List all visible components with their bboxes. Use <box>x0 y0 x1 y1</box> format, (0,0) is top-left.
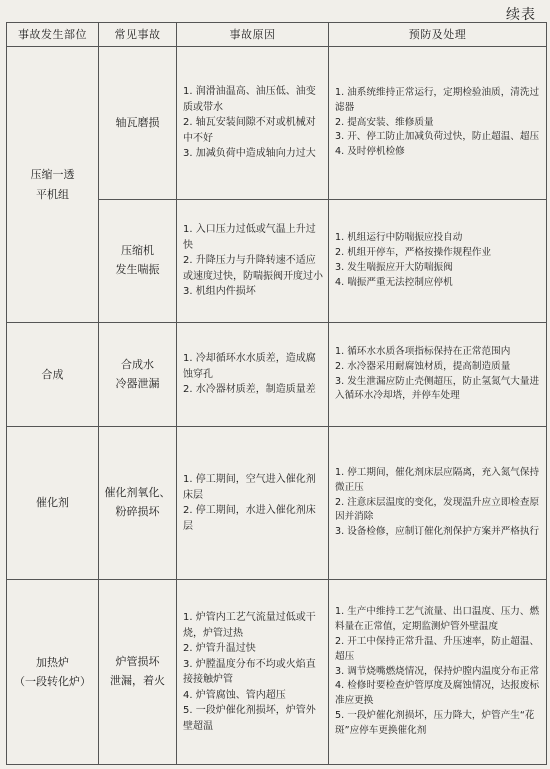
cause-cell <box>177 323 329 427</box>
cause-item: 2. 停工期间，水进入催化剂床层 <box>183 505 316 532</box>
cause-cell <box>177 427 329 580</box>
accident-line: 压缩机 <box>121 244 154 258</box>
table-row <box>7 323 547 427</box>
accident-location-cell <box>7 427 99 580</box>
cause-item: 1. 停工期间，空气进入催化剂床层 <box>183 474 316 501</box>
table-body <box>7 47 547 765</box>
accident-location-cell <box>7 580 99 765</box>
accident-line: 合成水 <box>121 357 154 371</box>
table-header-row <box>7 23 547 47</box>
prevention-item: 3. 开、停工防止加减负荷过快，防止超温、超压 <box>335 131 540 143</box>
prevention-item: 2. 注意床层温度的变化，发现温升应立即检查原因并消除 <box>335 496 540 523</box>
cause-item: 1. 炉管内工艺气流量过低或干烧，炉管过热 <box>183 612 316 639</box>
location-line: 平机组 <box>36 187 69 201</box>
accident-line: 轴瓦磨损 <box>115 115 160 129</box>
accident-line: 粉碎损坏 <box>115 505 160 518</box>
accident-line: 泄漏，着火 <box>110 674 165 687</box>
common-accident-cell <box>99 200 177 323</box>
continued-label: 续表 <box>506 7 536 23</box>
prevention-item: 2. 机组开停车，严格按操作规程作业 <box>335 247 492 259</box>
cause-item: 3. 机组内件损坏 <box>183 286 256 298</box>
table-row <box>7 47 547 200</box>
header-location: 事故发生部位 <box>7 23 99 47</box>
cause-item: 5. 一段炉催化剂损坏，炉管外壁超温 <box>183 705 316 732</box>
cause-cell <box>177 580 329 765</box>
accident-table <box>6 22 547 765</box>
location-line: 催化剂 <box>36 496 69 510</box>
prevention-item: 3. 发生泄漏应防止壳侧超压，防止氢氮气大量进入循环水冷却塔，并停车处理 <box>335 375 540 402</box>
prevention-item: 1. 机组运行中防喘振应投自动 <box>335 232 463 244</box>
accident-location-cell <box>7 323 99 427</box>
cause-item: 4. 炉管腐蚀、管内超压 <box>183 689 286 701</box>
location-line: （一段转化炉） <box>14 675 91 688</box>
prevention-cell <box>329 47 547 200</box>
location-line: 合成 <box>41 367 64 381</box>
prevention-item: 3. 发生喘振应开大防喘振阀 <box>335 262 453 273</box>
prevention-item: 2. 水冷器采用耐腐蚀材质，提高制造质量 <box>335 360 511 372</box>
cause-item: 2. 升降压力与升降转速不适应或速度过快，防喘振阀开度过小 <box>183 255 323 282</box>
common-accident-cell <box>99 427 177 580</box>
prevention-cell <box>329 580 547 765</box>
cause-item: 1. 入口压力过低或气温上升过快 <box>183 224 316 251</box>
accident-line: 炉管损坏 <box>115 655 160 669</box>
location-line: 压缩一透 <box>30 168 75 182</box>
cause-item: 3. 加减负荷中造成轴向力过大 <box>183 148 316 160</box>
accident-location-cell <box>7 47 99 323</box>
location-line: 加热炉 <box>36 655 69 669</box>
prevention-item: 2. 提高安装、维修质量 <box>335 116 434 128</box>
prevention-item: 2. 开工中保持正常升温、升压速率，防止超温、超压 <box>335 635 540 662</box>
prevention-item: 1. 生产中维持工艺气流量、出口温度、压力、燃料量在正常值，定期监测炉管外壁温度 <box>335 606 540 632</box>
cause-item: 2. 轴瓦安装间隙不对或机械对中不好 <box>183 117 316 144</box>
accident-line: 冷器泄漏 <box>115 376 160 390</box>
accident-line: 催化剂氧化、 <box>104 486 171 500</box>
header-prevention: 预防及处理 <box>329 23 547 47</box>
common-accident-cell <box>99 580 177 765</box>
cause-item: 3. 炉膛温度分布不均或火焰直接接触炉管 <box>183 658 316 685</box>
prevention-item: 1. 油系统维持正常运行，定期检验油质，清洗过滤器 <box>335 86 540 113</box>
prevention-item: 5. 一段炉催化剂损坏，压力降大，炉管产生“花斑”应停车更换催化剂 <box>335 710 535 736</box>
prevention-cell <box>329 323 547 427</box>
prevention-item: 4. 及时停机检修 <box>335 146 405 158</box>
header-cause: 事故原因 <box>177 23 329 47</box>
header-common-accident: 常见事故 <box>99 23 177 47</box>
common-accident-cell <box>99 323 177 427</box>
cause-item: 1. 冷却循环水水质差，造成腐蚀穿孔 <box>183 353 316 380</box>
cause-cell <box>177 47 329 200</box>
cause-cell <box>177 200 329 323</box>
prevention-item: 1. 循环水水质各项指标保持在正常范围内 <box>335 345 511 357</box>
table-row <box>7 580 547 765</box>
cause-item: 1. 润滑油温高、油压低、油变质或带水 <box>183 86 316 113</box>
prevention-item: 3. 设备检修，应制订催化剂保护方案并严格执行 <box>335 526 540 538</box>
prevention-item: 3. 调节烧嘴燃烧情况，保持炉膛内温度分布正常 <box>335 665 540 677</box>
accident-line: 发生喘振 <box>115 263 160 276</box>
prevention-cell <box>329 427 547 580</box>
prevention-item: 4. 喘振严重无法控制应停机 <box>335 276 453 288</box>
table-row <box>7 427 547 580</box>
prevention-cell <box>329 200 547 323</box>
cause-item: 2. 水冷器材质差，制造质量差 <box>183 384 316 396</box>
cause-item: 2. 炉管升温过快 <box>183 643 256 654</box>
prevention-item: 1. 停工期间，催化剂床层应隔离，充入氮气保持微正压 <box>335 466 540 493</box>
prevention-item: 4. 检修时要检查炉管厚度及腐蚀情况，达报废标准应更换 <box>335 680 540 707</box>
common-accident-cell <box>99 47 177 200</box>
